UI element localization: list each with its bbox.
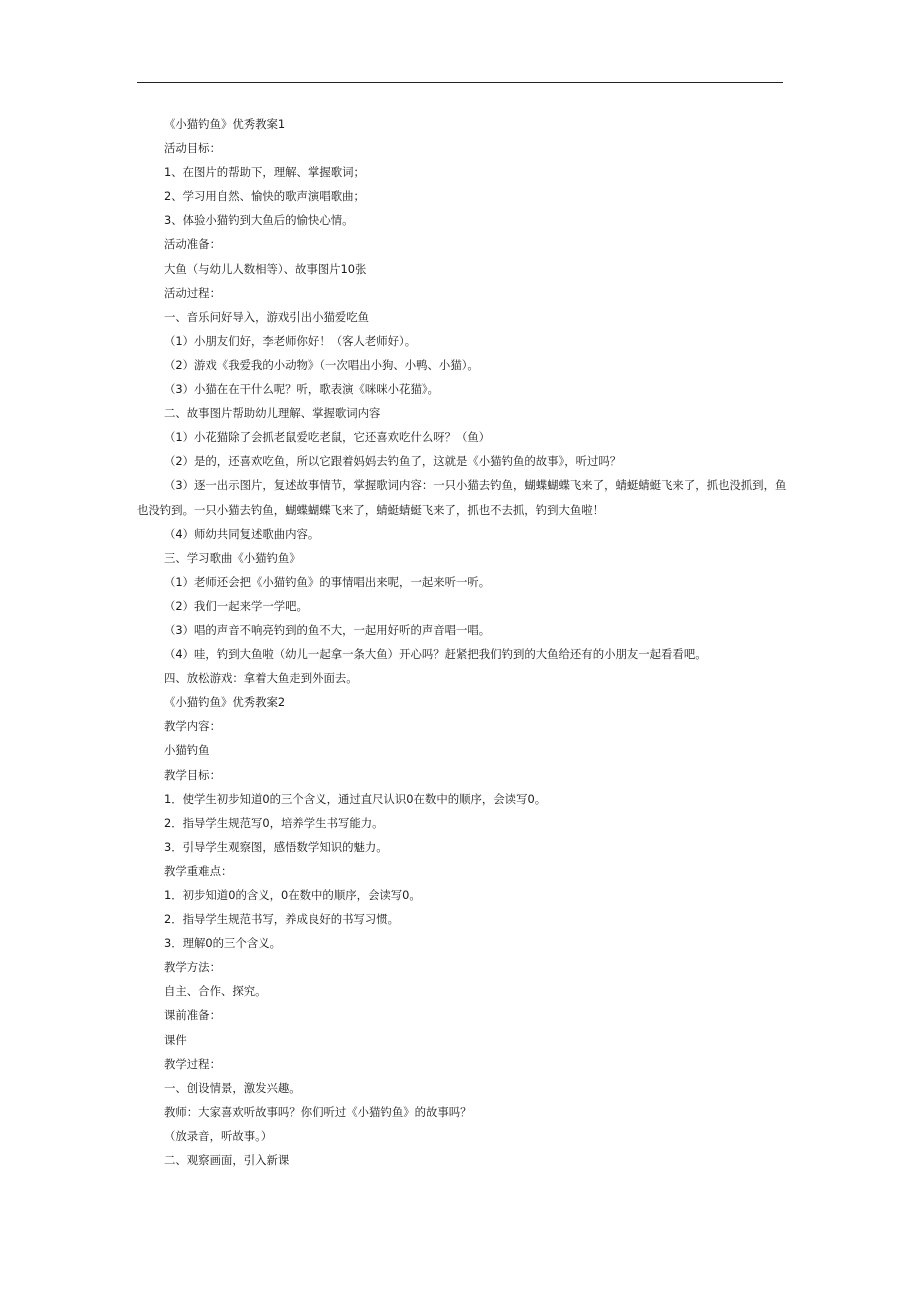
list-item: 1．使学生初步知道0的三个含义，通过直尺认识0在数中的顺序，会读写0。 bbox=[164, 791, 547, 806]
list-item: （1）小花猫除了会抓老鼠爱吃老鼠，它还喜欢吃什么呀？（鱼） bbox=[164, 430, 491, 445]
section-title-2: 《小猫钓鱼》优秀教案2 bbox=[164, 695, 286, 710]
paragraph: 课件 bbox=[164, 1032, 187, 1047]
step-heading: 二、观察画面，引入新课 bbox=[164, 1153, 290, 1168]
list-item: （3）唱的声音不响亮钓到的鱼不大，一起用好听的声音唱一唱。 bbox=[164, 622, 491, 637]
list-item: （4）哇，钓到大鱼啦（幼儿一起拿一条大鱼）开心吗？赶紧把我们钓到的大鱼给还有的小朋友一起看看吧。 bbox=[164, 647, 707, 662]
list-item: 3．理解0的三个含义。 bbox=[164, 936, 282, 951]
step-heading: 四、放松游戏：拿着大鱼走到外面去。 bbox=[164, 671, 358, 686]
step-heading: 一、创设情景，激发兴趣。 bbox=[164, 1080, 301, 1095]
heading-teaching-process: 教学过程： bbox=[164, 1056, 221, 1071]
list-item: （1）老师还会把《小猫钓鱼》的事情唱出来呢，一起来听一听。 bbox=[164, 574, 491, 589]
paragraph: 自主、合作、探究。 bbox=[164, 984, 267, 999]
heading-activity-goals: 活动目标： bbox=[164, 141, 221, 156]
list-item: （3）小猫在在干什么呢？听，歌表演《咪咪小花猫》。 bbox=[164, 382, 439, 397]
heading-activity-prep: 活动准备： bbox=[164, 237, 221, 252]
list-item: 2、学习用自然、愉快的歌声演唱歌曲； bbox=[164, 189, 365, 204]
heading-teaching-content: 教学内容： bbox=[164, 719, 221, 734]
heading-activity-process: 活动过程： bbox=[164, 285, 221, 300]
list-item: （1）小朋友们好，李老师你好！（客人老师好）。 bbox=[164, 333, 417, 348]
heading-preparation: 课前准备： bbox=[164, 1008, 221, 1023]
list-item: 1．初步知道0的含义，0在数中的顺序，会读写0。 bbox=[164, 888, 421, 902]
paragraph: 教师：大家喜欢听故事吗？你们听过《小猫钓鱼》的故事吗？ bbox=[164, 1104, 472, 1119]
heading-teaching-goals: 教学目标： bbox=[164, 767, 221, 782]
header-rule bbox=[137, 82, 783, 83]
list-item: （4）师幼共同复述歌曲内容。 bbox=[164, 526, 320, 541]
document-body bbox=[137, 112, 787, 1172]
list-item: 1、在图片的帮助下，理解、掌握歌词； bbox=[164, 165, 365, 180]
paragraph: （放录音，听故事。） bbox=[164, 1128, 273, 1143]
paragraph: 小猫钓鱼 bbox=[164, 743, 210, 758]
step-heading: 三、学习歌曲《小猫钓鱼》 bbox=[164, 550, 301, 565]
list-item: 3．引导学生观察图，感悟数学知识的魅力。 bbox=[164, 839, 388, 854]
step-heading: 二、故事图片帮助幼儿理解、掌握歌词内容 bbox=[164, 406, 381, 421]
list-item: （2）我们一起来学一学吧。 bbox=[164, 598, 308, 613]
paragraph: 大鱼（与幼儿人数相等）、故事图片10张 bbox=[164, 261, 367, 276]
step-heading: 一、音乐问好导入，游戏引出小猫爱吃鱼 bbox=[164, 309, 370, 324]
list-item: （2）是的，还喜欢吃鱼，所以它跟着妈妈去钓鱼了，这就是《小猫钓鱼的故事》，听过吗？ bbox=[164, 454, 622, 469]
heading-teaching-methods: 教学方法： bbox=[164, 960, 221, 975]
list-item-wrapped: （3）逐一出示图片，复述故事情节，掌握歌词内容：一只小猫去钓鱼，蝴蝶蝴蝶飞来了，蜻蜓蜻蜓飞来了，抓也没抓到，鱼也没钓到。一只小猫去钓鱼，蝴蝶蝴蝶飞来了，蜻蜓蜻蜓飞来了，抓也不去抓，钓到大鱼啦！ bbox=[137, 478, 787, 517]
list-item: 2．指导学生规范写0，培养学生书写能力。 bbox=[164, 815, 384, 830]
heading-key-points: 教学重难点： bbox=[164, 863, 233, 878]
list-item: 3、体验小猫钓到大鱼后的愉快心情。 bbox=[164, 213, 354, 228]
section-title-1: 《小猫钓鱼》优秀教案1 bbox=[164, 117, 286, 131]
list-item: （2）游戏《我爱我的小动物》（一次唱出小狗、小鸭、小猫）。 bbox=[164, 357, 479, 372]
list-item: 2．指导学生规范书写，养成良好的书写习惯。 bbox=[164, 912, 400, 927]
